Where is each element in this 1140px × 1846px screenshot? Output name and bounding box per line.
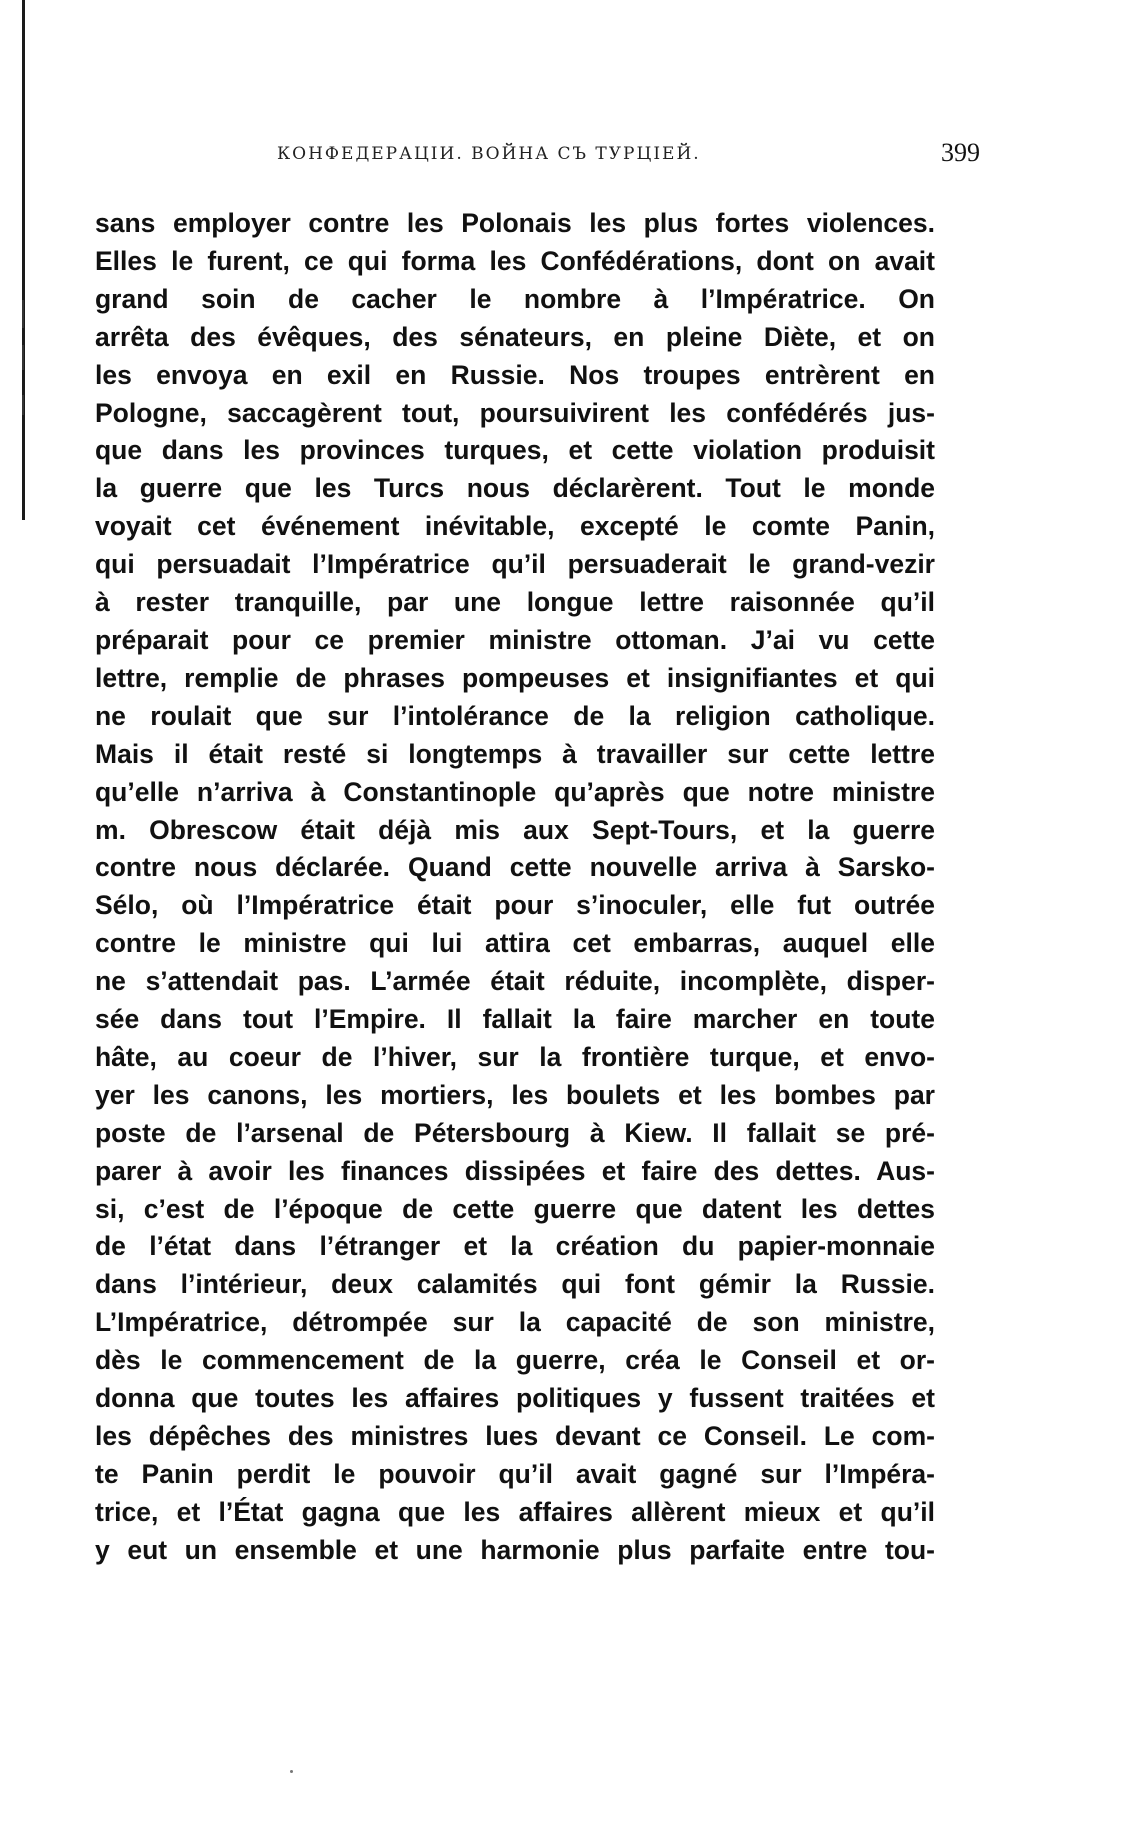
text-line: donna que toutes les affaires politiques y fussent traitées et bbox=[95, 1383, 935, 1414]
text-line: Elles le furent, ce qui forma les Confédérations, dont on avait bbox=[95, 245, 935, 276]
text-line: qui persuadait l’Impératrice qu’il persuaderait le grand-vezir bbox=[95, 549, 935, 580]
text-line: yer les canons, les mortiers, les boulets et les bombes par bbox=[95, 1079, 935, 1110]
text-line: contre nous déclarée. Quand cette nouvelle arriva à Sarsko- bbox=[95, 852, 935, 883]
text-line: Pologne, saccagèrent tout, poursuivirent les confédérés jus- bbox=[95, 397, 935, 428]
scan-speck bbox=[290, 1770, 293, 1773]
text-line: lettre, remplie de phrases pompeuses et insignifiantes et qui bbox=[95, 662, 935, 693]
text-line: parer à avoir les finances dissipées et faire des dettes. Aus- bbox=[95, 1155, 935, 1186]
scan-margin-mark bbox=[22, 395, 24, 415]
text-line: L’Impératrice, détrompée sur la capacité de son ministre, bbox=[95, 1307, 935, 1338]
text-line: ne roulait que sur l’intolérance de la religion catholique. bbox=[95, 700, 935, 731]
page-header bbox=[95, 138, 980, 172]
text-line: arrêta des évêques, des sénateurs, en pleine Diète, et on bbox=[95, 321, 935, 352]
text-line: dès le commencement de la guerre, créa le Conseil et or- bbox=[95, 1345, 935, 1376]
text-line: sans employer contre les Polonais les plus fortes violences. bbox=[95, 208, 935, 238]
text-line: les envoya en exil en Russie. Nos troupes entrèrent en bbox=[95, 359, 935, 390]
scan-margin-mark bbox=[22, 300, 24, 328]
scan-margin-mark bbox=[22, 345, 24, 370]
running-title: КОНФЕДЕРАЦІИ. ВОЙНА СЪ ТУРЦІЕЙ. bbox=[277, 144, 701, 164]
text-line: te Panin perdit le pouvoir qu’il avait gagné sur l’Impéra- bbox=[95, 1458, 935, 1489]
text-line: la guerre que les Turcs nous déclarèrent. Tout le monde bbox=[95, 473, 935, 504]
text-line: les dépêches des ministres lues devant ce Conseil. Le com- bbox=[95, 1421, 935, 1451]
text-line: sée dans tout l’Empire. Il fallait la faire marcher en toute bbox=[95, 1004, 935, 1035]
text-line: Sélo, où l’Impératrice était pour s’inoculer, elle fut outrée bbox=[95, 890, 935, 921]
text-line: voyait cet événement inévitable, excepté le comte Panin, bbox=[95, 511, 935, 542]
page-number: 399 bbox=[941, 138, 980, 167]
text-line: préparait pour ce premier ministre ottoman. J’ai vu cette bbox=[95, 624, 935, 655]
scan-margin-line bbox=[22, 0, 25, 520]
text-line: grand soin de cacher le nombre à l’Impératrice. On bbox=[95, 283, 935, 314]
text-line: dans l’intérieur, deux calamités qui font gémir la Russie. bbox=[95, 1269, 935, 1300]
text-line: poste de l’arsenal de Pétersbourg à Kiew. Il fallait se pré- bbox=[95, 1117, 935, 1148]
text-line: de l’état dans l’étranger et la création du papier-monnaie bbox=[95, 1231, 935, 1262]
text-line: qu’elle n’arriva à Constantinople qu’après que notre ministre bbox=[95, 776, 935, 807]
text-line: hâte, au coeur de l’hiver, sur la frontière turque, et envo- bbox=[95, 1041, 935, 1072]
text-line: y eut un ensemble et une harmonie plus parfaite entre tou- bbox=[95, 1534, 935, 1565]
text-line: contre le ministre qui lui attira cet embarras, auquel elle bbox=[95, 928, 935, 959]
text-line: ne s’attendait pas. L’armée était réduite, incomplète, disper- bbox=[95, 966, 935, 997]
text-line: Mais il était resté si longtemps à travailler sur cette lettre bbox=[95, 738, 935, 769]
body-text bbox=[95, 205, 935, 1570]
text-line: que dans les provinces turques, et cette violation produisit bbox=[95, 435, 935, 466]
text-line: trice, et l’État gagna que les affaires allèrent mieux et qu’il bbox=[95, 1496, 935, 1527]
text-line: à rester tranquille, par une longue lettre raisonnée qu’il bbox=[95, 587, 935, 618]
text-line: m. Obrescow était déjà mis aux Sept-Tours, et la guerre bbox=[95, 814, 935, 845]
text-line: si, c’est de l’époque de cette guerre que datent les dettes bbox=[95, 1193, 935, 1224]
